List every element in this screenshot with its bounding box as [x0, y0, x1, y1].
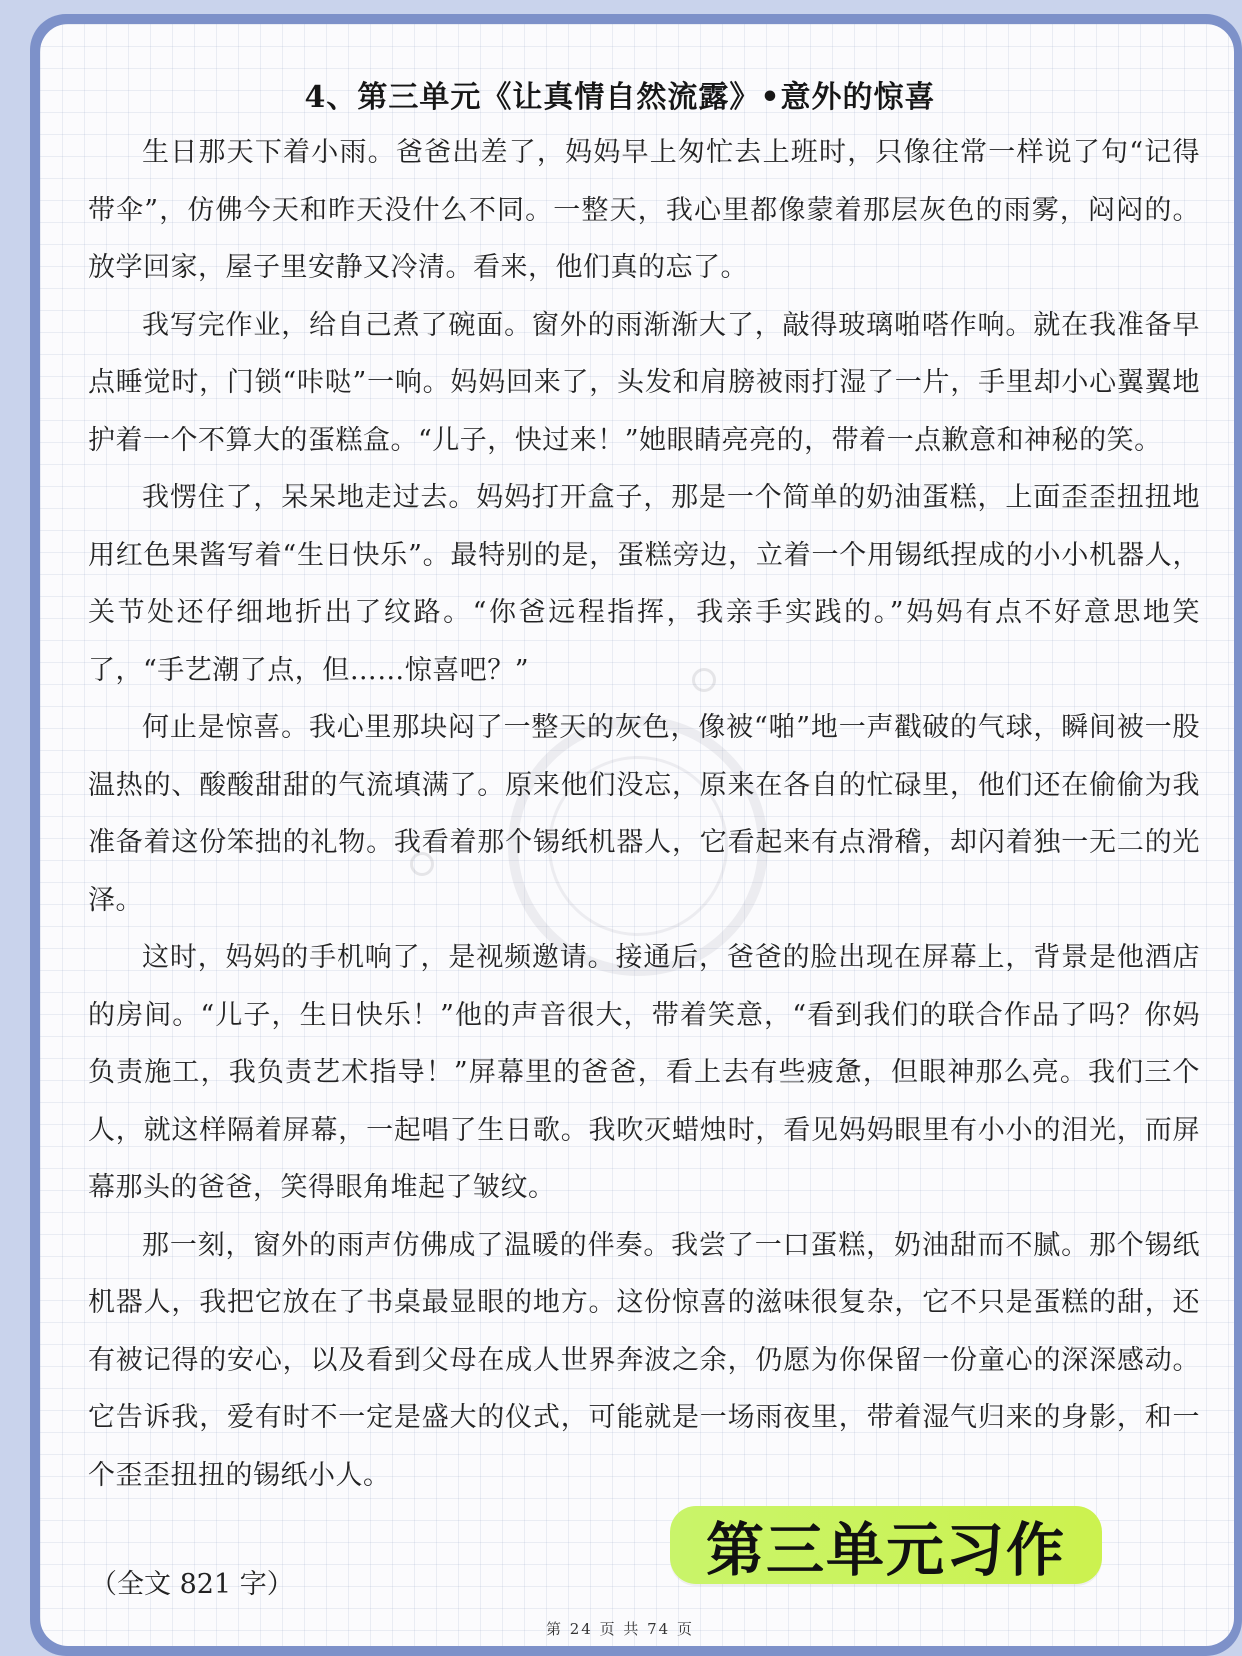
essay-body — [88, 124, 1200, 1504]
unit-badge — [670, 1506, 1102, 1584]
paragraph: 我写完作业，给自己煮了碗面。窗外的雨渐渐大了，敲得玻璃啪嗒作响。就在我准备早点睡觉时，门锁“咔哒”一响。妈妈回来了，头发和肩膀被雨打湿了一片，手里却小心翼翼地护着一个不算大的蛋糕盒。“儿子，快过来！”她眼睛亮亮的，带着一点歉意和神秘的笑。 — [88, 309, 1200, 456]
page-number: 第 24 页 共 74 页 — [545, 1620, 694, 1638]
document-page — [40, 24, 1234, 1646]
paragraph: 这时，妈妈的手机响了，是视频邀请。接通后，爸爸的脸出现在屏幕上，背景是他酒店的房间。“儿子，生日快乐！”他的声音很大，带着笑意，“看到我们的联合作品了吗？你妈负责施工，我负责艺术指导！”屏幕里的爸爸，看上去有些疲惫，但眼神那么亮。我们三个人，就这样隔着屏幕，一起唱了生日歌。我吹灭蜡烛时，看见妈妈眼里有小小的泪光，而屏幕那头的爸爸，笑得眼角堆起了皱纹。 — [88, 942, 1200, 1203]
paragraph: 何止是惊喜。我心里那块闷了一整天的灰色，像被“啪”地一声戳破的气球，瞬间被一股温热的、酸酸甜甜的气流填满了。原来他们没忘，原来在各自的忙碌里，他们还在偷偷为我准备着这份笨拙的礼物。我看着那个锡纸机器人，它看起来有点滑稽，却闪着独一无二的光泽。 — [88, 712, 1200, 916]
paragraph: 那一刻，窗外的雨声仿佛成了温暖的伴奏。我尝了一口蛋糕，奶油甜而不腻。那个锡纸机器人，我把它放在了书桌最显眼的地方。这份惊喜的滋味很复杂，它不只是蛋糕的甜，还有被记得的安心，以及看到父母在成人世界奔波之余，仍愿为你保留一份童心的深深感动。它告诉我，爱有时不一定是盛大的仪式，可能就是一场雨夜里，带着湿气归来的身影，和一个歪歪扭扭的锡纸小人。 — [88, 1229, 1200, 1491]
paragraph: 我愣住了，呆呆地走过去。妈妈打开盒子，那是一个简单的奶油蛋糕，上面歪歪扭扭地用红色果酱写着“生日快乐”。最特别的是，蛋糕旁边，立着一个用锡纸捏成的小小机器人，关节处还仔细地折出了纹路。“你爸远程指挥，我亲手实践的。”妈妈有点不好意思地笑了，“手艺潮了点，但……惊喜吧？” — [88, 482, 1200, 686]
paragraph: 生日那天下着小雨。爸爸出差了，妈妈早上匆忙去上班时，只像往常一样说了句“记得带伞”，仿佛今天和昨天没什么不同。一整天，我心里都像蒙着那层灰色的雨雾，闷闷的。放学回家，屋子里安静又冷清。看来，他们真的忘了。 — [88, 137, 1200, 283]
word-count: （全文 821 字） — [90, 1569, 294, 1600]
page-title: 4、第三单元《让真情自然流露》•意外的惊喜 — [304, 80, 936, 115]
unit-badge-label: 第三单元习作 — [705, 1516, 1066, 1584]
